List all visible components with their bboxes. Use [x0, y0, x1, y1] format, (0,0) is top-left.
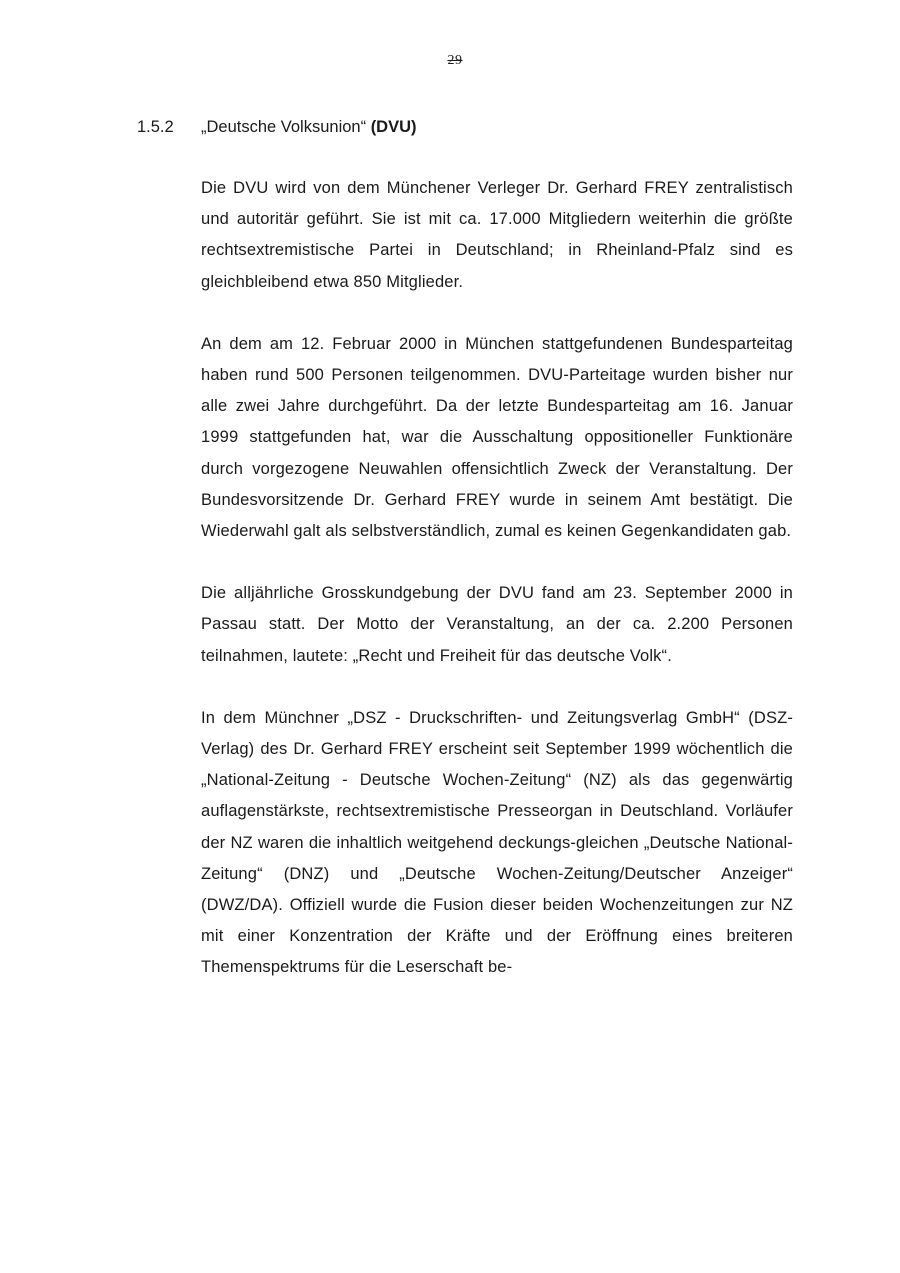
paragraph-rally: Die alljährliche Grosskundgebung der DVU fand am 23. September 2000 in Passau statt. Der Motto der Veranstaltung, an der ca. 2.200 Personen teilnahmen, lautete: „Recht und Freiheit für das deutsche Volk“.: [201, 584, 793, 665]
section-abbreviation: (DVU): [370, 118, 417, 136]
section-heading: [137, 116, 417, 138]
paragraph-press: In dem Münchner „DSZ - Druckschriften- und Zeitungsverlag GmbH“ (DSZ-Verlag) des Dr. Gerhard FREY erscheint seit September 1999 wöchentlich die „National-Zeitung - Deutsche Wochen-Zeitung“ (NZ) als das gegenwärtig auflagenstärkste, rechtsextremistische Presseorgan in Deutschland. Vorläufer der NZ waren die inhaltlich weitgehend deckungs-gleichen „Deutsche National-Zeitung“ (DNZ) und „Deutsche Wochen-Zeitung/Deutscher Anzeiger“ (DWZ/DA). Offiziell wurde die Fusion dieser beiden Wochenzeitungen zur NZ mit einer Konzentration der Kräfte und der Eröffnung eines breiteren Themenspektrums für die Leserschaft be-: [201, 708, 793, 977]
body-text: [201, 173, 793, 1015]
section-number: 1.5.2: [137, 118, 174, 136]
paragraph-dvu-leadership: Die DVU wird von dem Münchener Verleger Dr. Gerhard FREY zentralistisch und autoritär geführt. Sie ist mit ca. 17.000 Mitgliedern weiterhin die größte rechtsextremistische Partei in Deutschland; in Rheinland-Pfalz sind es gleichbleibend etwa 850 Mitglieder.: [201, 179, 793, 291]
page-number: 29: [447, 53, 463, 68]
section-title: „Deutsche Volksunion“: [201, 118, 367, 136]
paragraph-party-congress: An dem am 12. Februar 2000 in München stattgefundenen Bundesparteitag haben rund 500 Personen teilgenommen. DVU-Parteitage wurden bisher nur alle zwei Jahre durchgeführt. Da der letzte Bundesparteitag am 16. Januar 1999 stattgefunden hat, war die Ausschaltung oppositioneller Funktionäre durch vorgezogene Neuwahlen offensichtlich Zweck der Veranstaltung. Der Bundesvorsitzende Dr. Gerhard FREY wurde in seinem Amt bestätigt. Die Wiederwahl galt als selbstverständlich, zumal es keinen Gegenkandidaten gab.: [201, 334, 793, 541]
